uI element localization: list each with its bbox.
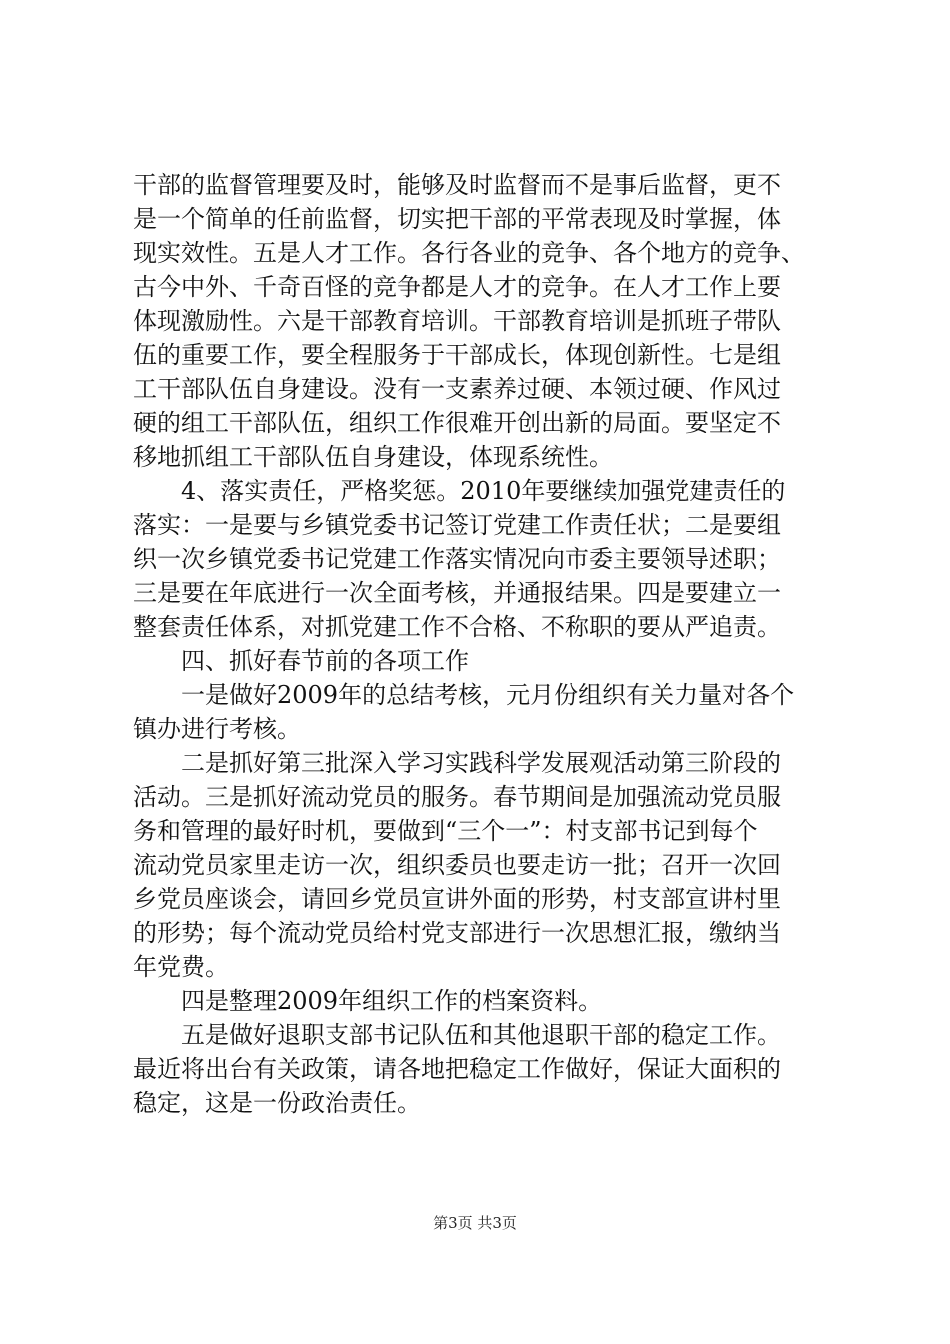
text-line: 体现激励性。六是干部教育培训。干部教育培训是抓班子带队 [133,307,781,335]
document-body [133,168,833,1120]
text-line: 五是做好退职支部书记队伍和其他退职干部的稳定工作。 [133,1021,781,1049]
text-line: 干部的监督管理要及时，能够及时监督而不是事后监督，更不 [133,171,781,199]
text-line: 最近将出台有关政策，请各地把稳定工作做好，保证大面积的 [133,1055,781,1083]
text-line: 乡党员座谈会，请回乡党员宣讲外面的形势，村支部宣讲村里 [133,885,781,913]
text-line: 织一次乡镇党委书记党建工作落实情况向市委主要领导述职； [133,545,781,573]
text-line: 工干部队伍自身建设。没有一支素养过硬、本领过硬、作风过 [133,375,781,403]
text-line: 硬的组工干部队伍，组织工作很难开创出新的局面。要坚定不 [133,409,781,437]
text-line: 流动党员家里走访一次，组织委员也要走访一批；召开一次回 [133,851,781,879]
text-line: 现实效性。五是人才工作。各行各业的竞争、各个地方的竞争、 [133,239,805,267]
text-line: 整套责任体系，对抓党建工作不合格、不称职的要从严追责。 [133,613,781,641]
text-line: 稳定，这是一份政治责任。 [133,1089,421,1117]
section-heading: 四、抓好春节前的各项工作 [133,647,469,675]
text-line: 务和管理的最好时机，要做到“三个一”：村支部书记到每个 [133,817,758,845]
text-line: 落实：一是要与乡镇党委书记签订党建工作责任状；二是要组 [133,511,781,539]
text-line: 移地抓组工干部队伍自身建设，体现系统性。 [133,443,613,471]
text-line: 是一个简单的任前监督，切实把干部的平常表现及时掌握，体 [133,205,781,233]
text-line: 三是要在年底进行一次全面考核，并通报结果。四是要建立一 [133,579,781,607]
text-line: 古今中外、千奇百怪的竞争都是人才的竞争。在人才工作上要 [133,273,781,301]
text-line: 四是整理2009年组织工作的档案资料。 [133,987,603,1015]
text-line: 4、落实责任，严格奖惩。2010年要继续加强党建责任的 [133,477,786,505]
text-line: 活动。三是抓好流动党员的服务。春节期间是加强流动党员服 [133,783,781,811]
text-line: 二是抓好第三批深入学习实践科学发展观活动第三阶段的 [133,749,781,777]
text-line: 的形势；每个流动党员给村党支部进行一次思想汇报，缴纳当 [133,919,781,947]
text-line: 镇办进行考核。 [133,715,301,743]
text-line: 一是做好2009年的总结考核，元月份组织有关力量对各个 [133,681,795,709]
page-number-footer: 第3页 共3页 [433,1214,517,1232]
text-line: 年党费。 [133,953,229,981]
text-line: 伍的重要工作，要全程服务于干部成长，体现创新性。七是组 [133,341,781,369]
